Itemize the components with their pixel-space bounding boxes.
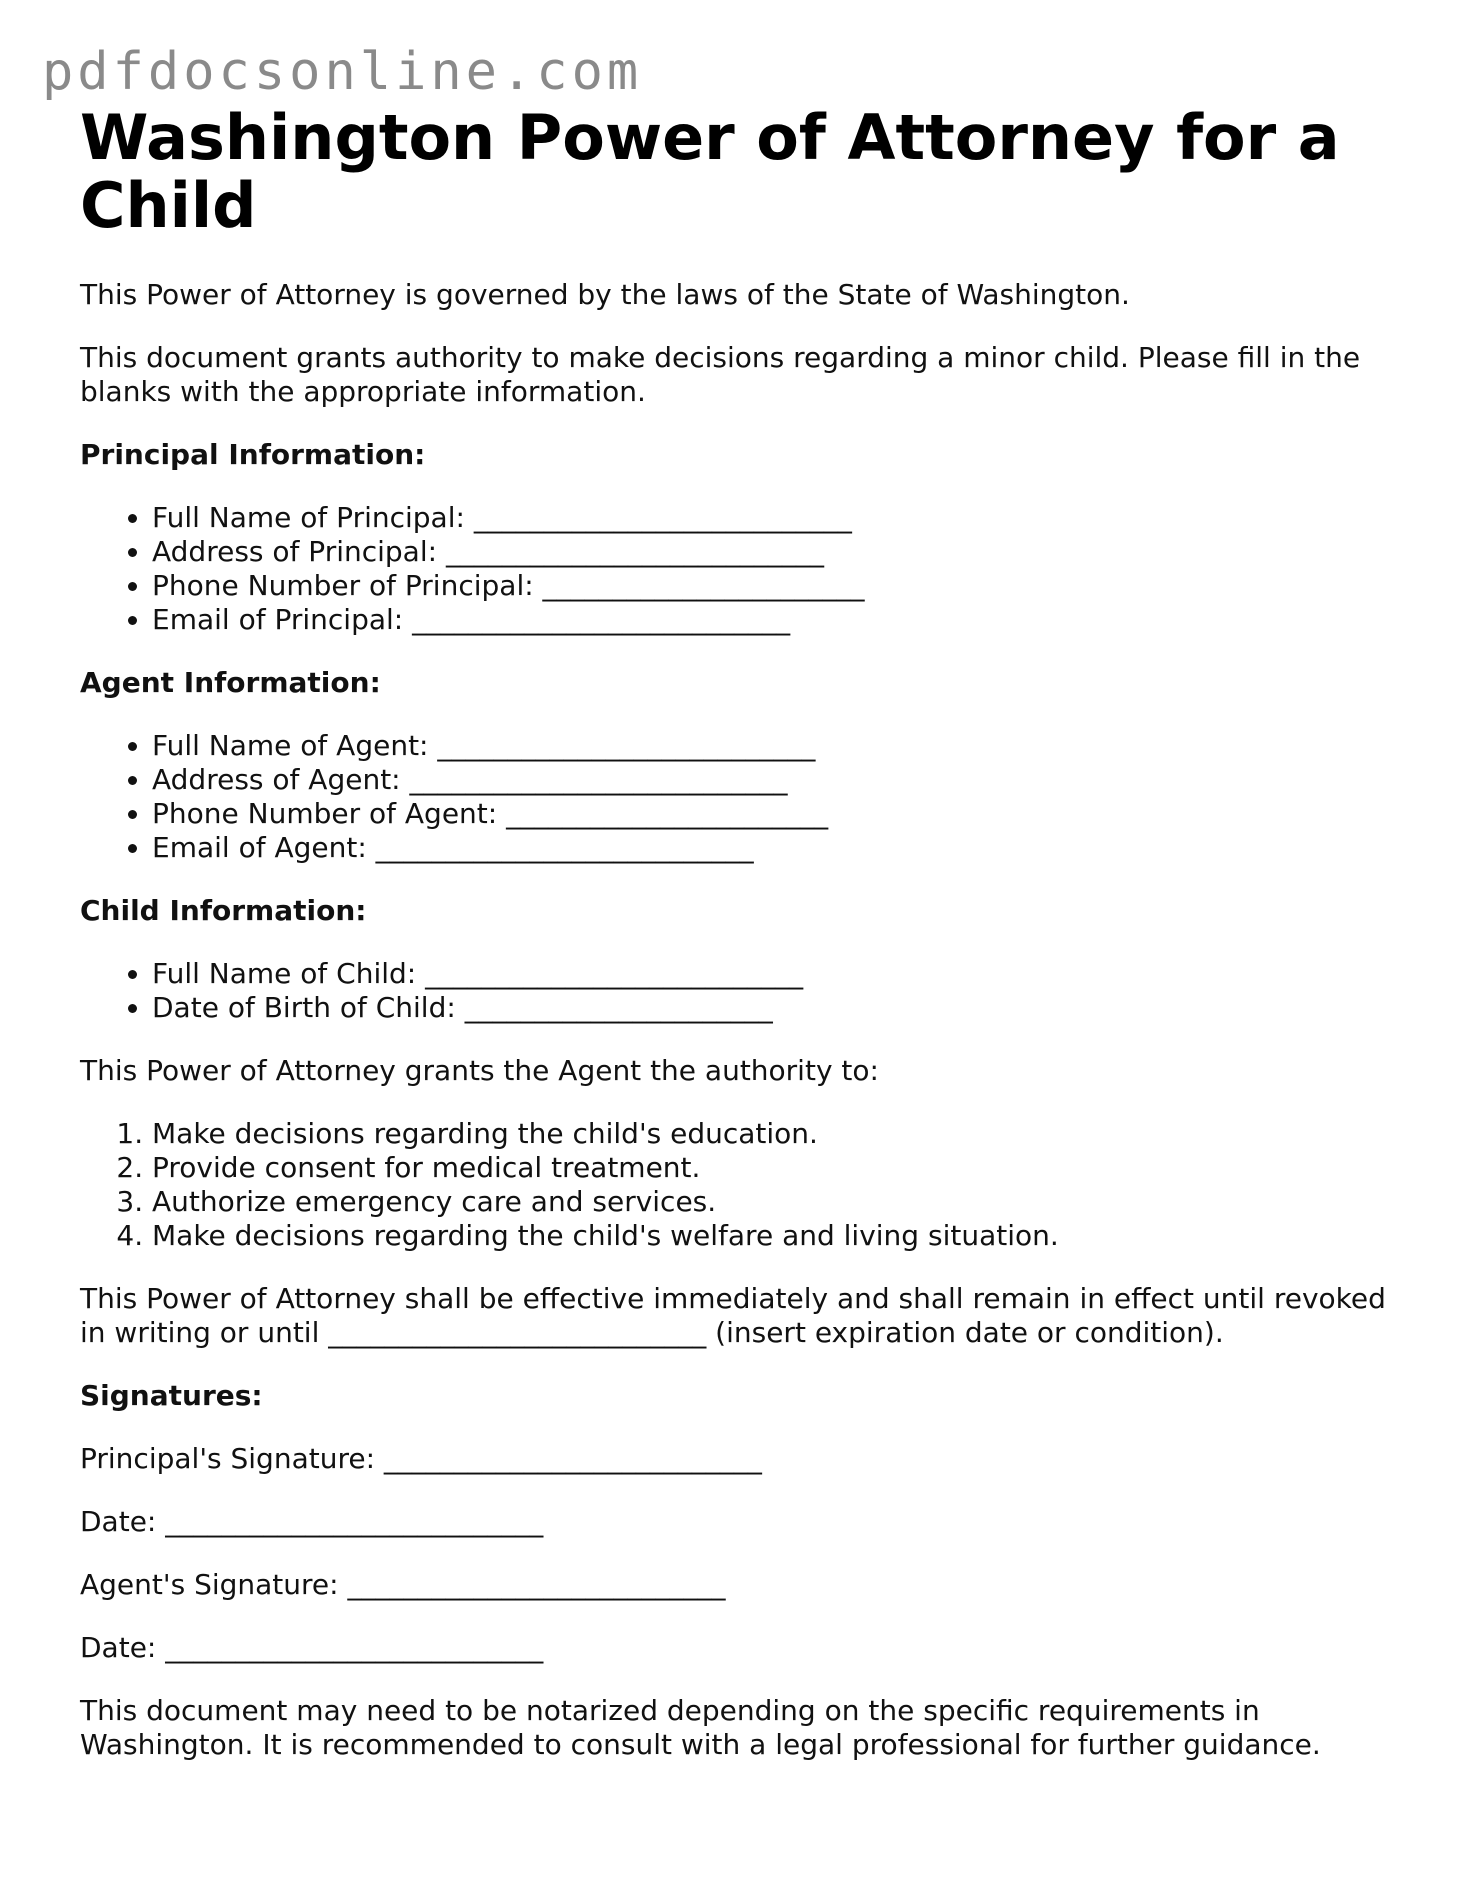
principal-phone-field: • Phone Number of Principal: _______________________ (152, 569, 1410, 603)
child-dob-field: • Date of Birth of Child: ______________________ (152, 991, 1410, 1025)
principal-email-field: • Email of Principal: ___________________________ (152, 603, 1410, 637)
intro-paragraph: This Power of Attorney is governed by the laws of the State of Washington. (80, 278, 1130, 311)
principal-address-field: • Address of Principal: ___________________________ (152, 535, 1410, 569)
principal-heading: Principal Information: (80, 438, 426, 471)
document-title: Washington Power of Attorney for a Child (80, 101, 1340, 242)
agent-name-field: • Full Name of Agent: ___________________________ (152, 729, 1410, 763)
authority-item: 4. Make decisions regarding the child's welfare and living situation. (152, 1219, 1410, 1253)
principal-date-line: Date: ___________________________ (80, 1505, 544, 1538)
principal-signature-line: Principal's Signature: ___________________________ (80, 1442, 762, 1475)
agent-phone-field: • Phone Number of Agent: _______________________ (152, 797, 1410, 831)
authority-item: 1. Make decisions regarding the child's education. (152, 1117, 1410, 1151)
intro-paragraph: This document grants authority to make decisions regarding a minor child. Please fill in the blanks with the appropriate information. (80, 341, 1361, 408)
document-body (80, 101, 1410, 1791)
authority-item: 3. Authorize emergency care and services. (152, 1185, 1410, 1219)
authority-item: 2. Provide consent for medical treatment. (152, 1151, 1410, 1185)
agent-email-field: • Email of Agent: ___________________________ (152, 831, 1410, 865)
child-name-field: • Full Name of Child: ___________________________ (152, 957, 1410, 991)
principal-fields (80, 501, 1410, 637)
watermark: pdfdocsonline.com (42, 42, 643, 102)
agent-address-field: • Address of Agent: ___________________________ (152, 763, 1410, 797)
signatures-heading: Signatures: (80, 1379, 263, 1412)
child-heading: Child Information: (80, 894, 367, 927)
authority-list (80, 1117, 1410, 1253)
effective-paragraph: This Power of Attorney shall be effective immediately and shall remain in effect until revoked in writing or until ___________________________ (insert expiration date or condition). (80, 1282, 1386, 1349)
agent-fields (80, 729, 1410, 865)
child-fields (80, 957, 1410, 1025)
agent-heading: Agent Information: (80, 666, 381, 699)
agent-signature-line: Agent's Signature: ___________________________ (80, 1568, 726, 1601)
authority-intro: This Power of Attorney grants the Agent the authority to: (80, 1054, 879, 1087)
agent-date-line: Date: ___________________________ (80, 1631, 544, 1664)
footer-note: This document may need to be notarized depending on the specific requirements in Washington. It is recommended to consult with a legal professional for further guidance. (80, 1694, 1321, 1761)
principal-name-field: • Full Name of Principal: ___________________________ (152, 501, 1410, 535)
